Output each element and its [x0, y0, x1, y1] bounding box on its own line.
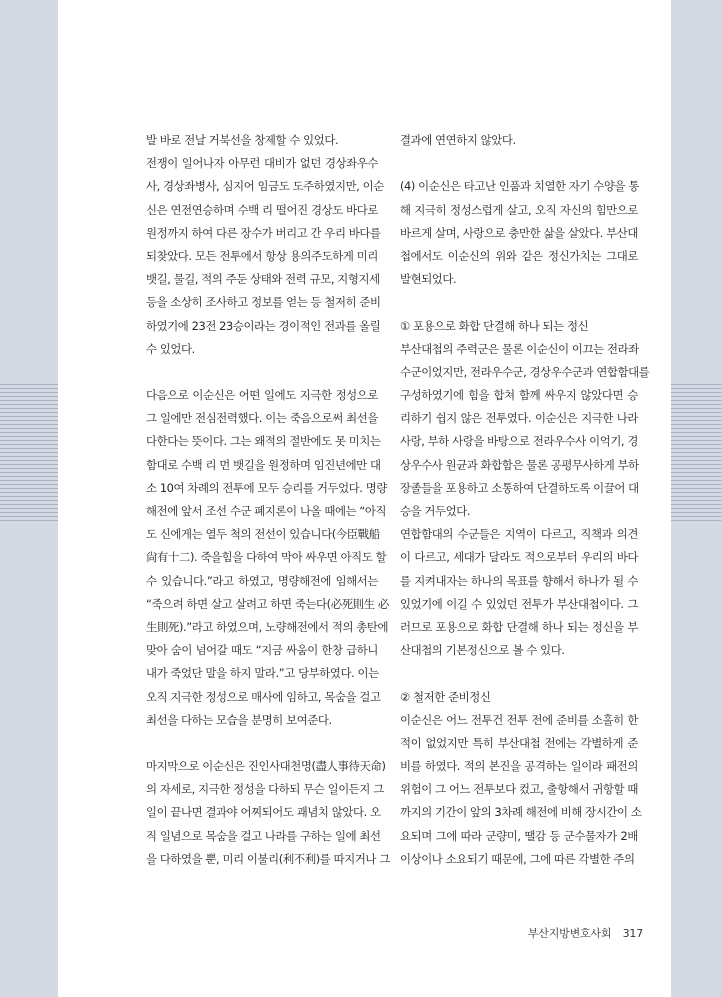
right-text-column: [400, 129, 650, 871]
left-margin-stripes: [0, 384, 58, 522]
text-line: 사, 경상좌병사, 심지어 임금도 도주하였지만, 이순: [146, 179, 384, 194]
text-line: 발 바로 전날 거북선을 창제할 수 있었다.: [146, 133, 339, 147]
text-line: 사랑, 부하 사랑을 바탕으로 전라우수사 이억기, 경: [400, 434, 638, 449]
text-line: 요되며 그에 따라 군량미, 땔감 등 군수물자가 2배: [400, 828, 638, 843]
paragraph-gap: [146, 361, 378, 384]
text-line: 바르게 살며, 사랑으로 충만한 삶을 살았다. 부산대: [400, 225, 638, 240]
text-line: 구성하였기에 힘을 합쳐 함께 싸우지 않았다면 승: [400, 388, 638, 403]
text-line: 해 지극히 정성스럽게 살고, 오직 자신의 힘만으로: [400, 202, 638, 217]
text-line: 尙有十二). 죽을힘을 다하여 막아 싸우면 아직도 할: [146, 550, 387, 565]
text-line: 발현되었다.: [400, 272, 457, 287]
text-line: 적이 없었지만 특히 부산대첩 전에는 각별하게 준: [400, 735, 638, 750]
text-line: 전쟁이 일어나자 아무런 대비가 없던 경상좌우수: [146, 156, 378, 171]
text-line: 수군이었지만, 전라우수군, 경상우수군과 연합함대를: [400, 364, 650, 379]
text-line: 함대로 수백 리 먼 뱃길을 원정하며 임진년에만 대: [146, 457, 381, 472]
text-line: 산대첩의 기본정신으로 볼 수 있다.: [400, 643, 565, 658]
text-line: 신은 연전연승하며 수백 리 떨어진 경상도 바다로: [146, 202, 378, 217]
text-line: (4) 이순신은 타고난 인품과 치열한 자기 수양을 통: [400, 179, 639, 194]
text-line: 이순신은 어느 전투건 전투 전에 준비를 소홀히 한: [400, 712, 638, 727]
text-line: 오직 지극한 정성으로 매사에 임하고, 목숨을 걸고: [146, 689, 381, 704]
text-line: 을 다하였을 뿐, 미리 이불리(利不利)를 따지거나 그: [146, 851, 390, 866]
right-margin-stripes: [671, 384, 721, 522]
text-line: 의 자세로, 지극한 정성을 다하되 무슨 일이든지 그: [146, 782, 384, 797]
text-line: 직 일념으로 목숨을 걸고 나라를 구하는 일에 최선: [146, 828, 381, 843]
text-line: 리하기 쉽지 않은 전투였다. 이순신은 지극한 나라: [400, 411, 638, 426]
section-heading: ① 포용으로 화합 단결해 하나 되는 정신: [400, 318, 589, 333]
text-line: 연합함대의 수군들은 지역이 다르고, 직책과 의견: [400, 527, 638, 542]
footer-publisher: 부산지방변호사회: [527, 927, 612, 940]
left-text-column: [146, 129, 390, 871]
paragraph-gap: [400, 662, 638, 685]
paragraph-gap: [400, 291, 638, 314]
text-line: 그 일에만 전심전력했다. 이는 죽음으로써 최선을: [146, 411, 378, 426]
text-line: 수 있습니다.”라고 하였고, 명량해전에 임해서는: [146, 573, 378, 588]
text-line: 상우수사 원균과 화합함은 물론 공평무사하게 부하: [400, 457, 639, 472]
text-line: 다음으로 이순신은 어떤 일에도 지극한 정성으로: [146, 388, 378, 403]
text-line: 원정까지 하여 다른 장수가 버리고 간 우리 바다를: [146, 225, 381, 240]
text-line: 위험이 그 어느 전투보다 컸고, 출항해서 귀항할 때: [400, 782, 638, 797]
text-line: 이상이나 소요되기 때문에, 그에 따른 각별한 주의: [400, 851, 635, 866]
text-line: 까지의 기간이 앞의 3차례 해전에 비해 장시간이 소: [400, 805, 642, 820]
text-line: 뱃길, 물길, 적의 주둔 상태와 전력 규모, 지형지세: [146, 272, 380, 287]
section-heading: ② 철저한 준비정신: [400, 689, 491, 704]
page-number: 317: [622, 927, 643, 940]
text-line: 있었기에 이길 수 있었던 전투가 부산대첩이다. 그: [400, 596, 638, 611]
text-line: 하였기에 23전 23승이라는 경이적인 전과를 올릴: [146, 318, 381, 333]
text-line: 마지막으로 이순신은 진인사대천명(盡人事待天命): [146, 759, 386, 774]
text-line: 다한다는 뜻이다. 그는 왜적의 절반에도 못 미치는: [146, 434, 381, 449]
text-line: 도 신에게는 열두 척의 전선이 있습니다(今臣戰船: [146, 527, 380, 542]
text-line: 生則死).”라고 하였으며, 노량해전에서 적의 총탄에: [146, 619, 389, 634]
text-line: 최선을 다하는 모습을 분명히 보여준다.: [146, 712, 332, 727]
paragraph-gap: [146, 732, 378, 755]
text-line: 소 10여 차례의 전투에 모두 승리를 거두었다. 명량: [146, 480, 387, 495]
text-line: 첩에서도 이순신의 위와 같은 정신가치는 그대로: [400, 248, 638, 263]
text-line: 승을 거두었다.: [400, 504, 471, 518]
text-line: 비를 하였다. 적의 본진을 공격하는 일이라 패전의: [400, 759, 638, 774]
text-line: “죽으려 하면 살고 살려고 하면 죽는다(必死則生 必: [146, 596, 389, 611]
text-line: 부산대첩의 주력군은 물론 이순신이 이끄는 전라좌: [400, 341, 639, 356]
paragraph-gap: [400, 152, 638, 175]
text-line: 맞아 숨이 넘어갈 때도 “지금 싸움이 한창 급하니: [146, 643, 378, 658]
text-line: 러므로 포용으로 화합 단결해 하나 되는 정신을 부: [400, 619, 638, 634]
text-line: 일이 끝나면 결과야 어찌되어도 괘념치 않았다. 오: [146, 805, 381, 820]
text-line: 이 다르고, 세대가 달라도 적으로부터 우리의 바다: [400, 550, 638, 565]
text-line: 수 있었다.: [146, 341, 195, 356]
text-line: 장졸들을 포용하고 소통하여 단결하도록 이끌어 대: [400, 480, 639, 495]
text-line: 결과에 연연하지 않았다.: [400, 133, 516, 147]
text-line: 되찾았다. 모든 전투에서 항상 용의주도하게 미리: [146, 248, 378, 263]
text-line: 해전에 앞서 조선 수군 폐지론이 나올 때에는 “아직: [146, 504, 387, 518]
page-footer: [528, 925, 643, 941]
text-line: 내가 죽었단 말을 하지 말라.”고 당부하였다. 이는: [146, 666, 379, 681]
text-line: 를 지켜내자는 하나의 목표를 향해서 하나가 될 수: [400, 573, 638, 588]
text-line: 등을 소상히 조사하고 정보를 얻는 등 철저히 준비: [146, 295, 381, 310]
